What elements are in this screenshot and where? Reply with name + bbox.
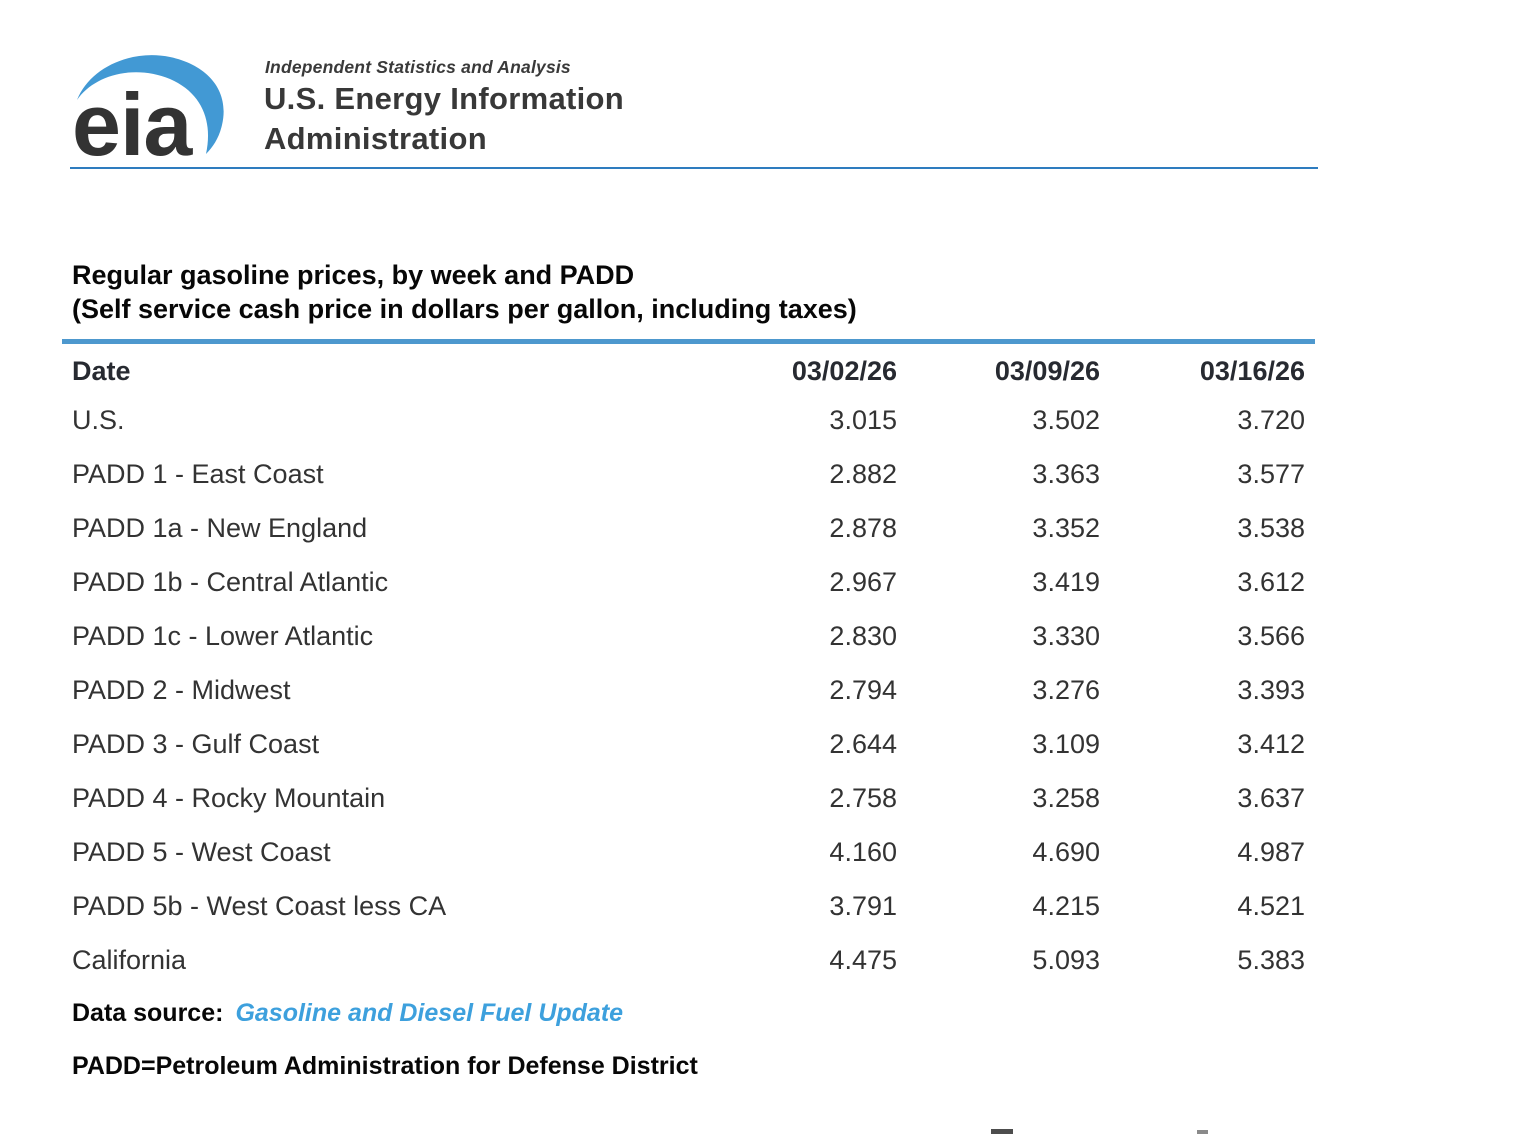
row-value: 3.330 — [1032, 620, 1100, 651]
row-value: 4.215 — [1032, 890, 1100, 921]
row-value: 4.690 — [1032, 836, 1100, 867]
row-value: 3.419 — [1032, 566, 1100, 597]
row-value: 2.878 — [829, 512, 897, 543]
table-row — [72, 933, 1305, 987]
row-value: 3.412 — [1237, 728, 1305, 759]
row-value: 3.637 — [1237, 782, 1305, 813]
row-value: 4.521 — [1237, 890, 1305, 921]
table-row — [72, 555, 1305, 609]
row-value: 2.830 — [829, 620, 897, 651]
table-row — [72, 501, 1305, 555]
row-value: 2.794 — [829, 674, 897, 705]
eia-logo — [70, 53, 250, 165]
row-value: 3.015 — [829, 404, 897, 435]
column-header-week2: 03/09/26 — [994, 355, 1100, 386]
row-value: 3.720 — [1237, 404, 1305, 435]
row-value: 4.160 — [829, 836, 897, 867]
row-label: PADD 3 - Gulf Coast — [72, 728, 320, 759]
row-value: 2.967 — [829, 566, 897, 597]
data-source-line — [72, 999, 623, 1028]
table-row — [72, 447, 1305, 501]
price-table-body — [72, 393, 1305, 987]
row-label: California — [72, 944, 187, 975]
table-title-line2: (Self service cash price in dollars per gallon, including taxes) — [72, 294, 857, 324]
table-row — [72, 609, 1305, 663]
row-value: 5.383 — [1237, 944, 1305, 975]
clipped-text-fragment — [991, 1129, 1013, 1134]
data-source-label: Data source: — [72, 999, 224, 1027]
column-header-week3: 03/16/26 — [1199, 355, 1305, 386]
row-value: 3.109 — [1032, 728, 1100, 759]
title-divider — [62, 339, 1315, 344]
data-source-link[interactable]: Gasoline and Diesel Fuel Update — [235, 999, 624, 1027]
table-row — [72, 771, 1305, 825]
row-value: 3.363 — [1032, 458, 1100, 489]
row-value: 3.538 — [1237, 512, 1305, 543]
row-value: 3.276 — [1032, 674, 1100, 705]
row-label: U.S. — [72, 404, 125, 435]
row-value: 3.352 — [1032, 512, 1100, 543]
row-value: 3.393 — [1237, 674, 1305, 705]
padd-definition-note: PADD=Petroleum Administration for Defense District — [72, 1052, 698, 1080]
row-value: 3.791 — [829, 890, 897, 921]
row-label: PADD 1a - New England — [72, 512, 368, 543]
row-value: 5.093 — [1032, 944, 1100, 975]
table-row — [72, 825, 1305, 879]
org-name-line1: U.S. Energy Information — [264, 81, 624, 116]
table-row — [72, 393, 1305, 447]
row-label: PADD 1c - Lower Atlantic — [72, 620, 374, 651]
row-value: 2.758 — [829, 782, 897, 813]
table-row — [72, 717, 1305, 771]
row-value: 2.644 — [829, 728, 897, 759]
row-label: PADD 4 - Rocky Mountain — [72, 782, 386, 813]
page-title — [72, 258, 857, 326]
logo-tagline: Independent Statistics and Analysis — [265, 57, 571, 77]
row-label: PADD 5 - West Coast — [72, 836, 331, 867]
row-label: PADD 1b - Central Atlantic — [72, 566, 389, 597]
eia-logo-text: eia — [72, 75, 192, 165]
row-value: 3.566 — [1237, 620, 1305, 651]
row-value: 4.987 — [1237, 836, 1305, 867]
table-row — [72, 663, 1305, 717]
table-header-row — [72, 349, 1305, 393]
header-divider — [70, 167, 1318, 169]
clipped-text-fragment — [1197, 1130, 1208, 1134]
column-header-date: Date — [72, 355, 131, 386]
row-label: PADD 2 - Midwest — [72, 674, 291, 705]
org-name-line2: Administration — [264, 121, 487, 156]
table-row — [72, 879, 1305, 933]
price-table — [72, 349, 1305, 987]
row-value: 4.475 — [829, 944, 897, 975]
row-label: PADD 5b - West Coast less CA — [72, 890, 447, 921]
column-header-week1: 03/02/26 — [791, 355, 897, 386]
row-value: 2.882 — [829, 458, 897, 489]
row-value: 3.258 — [1032, 782, 1100, 813]
row-value: 3.502 — [1032, 404, 1100, 435]
row-label: PADD 1 - East Coast — [72, 458, 324, 489]
row-value: 3.612 — [1237, 566, 1305, 597]
row-value: 3.577 — [1237, 458, 1305, 489]
table-title-line1: Regular gasoline prices, by week and PADD — [72, 260, 635, 290]
